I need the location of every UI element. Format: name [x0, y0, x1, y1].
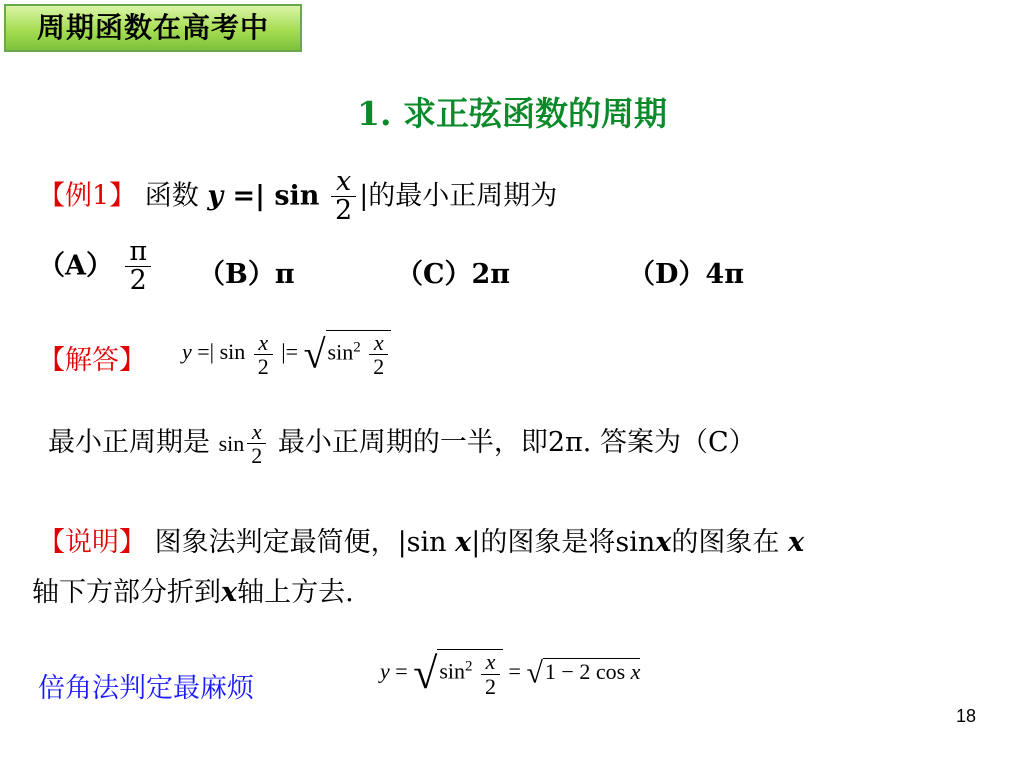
da-radicand2: [543, 658, 641, 684]
example-suffix: |的最小正周期为: [359, 180, 558, 212]
example-tag: 【例1】: [38, 180, 137, 212]
slide-title: 1. 求正弦函数的周期: [357, 94, 667, 133]
da-sin: sin: [439, 659, 466, 685]
example-line: [38, 168, 557, 226]
example-frac-den: 2: [331, 196, 356, 225]
period-post: 最小正周期的一半，即2π. 答案为（C）: [277, 427, 756, 459]
double-angle-label: 倍角法判定最麻烦: [38, 673, 254, 704]
note-x2: x: [655, 527, 672, 558]
sqrt-icon: √: [413, 649, 438, 698]
da-y: y: [380, 658, 390, 684]
note-text-3: 的图象在: [671, 527, 788, 558]
option-b: （B）π: [198, 259, 295, 290]
example-frac-num: x: [335, 166, 352, 197]
period-pre: 最小正周期是: [48, 427, 210, 459]
answer-tag: 【解答】: [38, 345, 146, 376]
answer-y: y: [182, 339, 192, 365]
answer-sup: 2: [353, 339, 361, 356]
option-a-label: （A）: [38, 250, 113, 282]
answer-formula: [182, 330, 391, 378]
answer-frac: [254, 331, 273, 378]
answer-eq2: |=: [275, 339, 304, 365]
answer-frac2-num: x: [373, 330, 384, 355]
note-x1: x: [455, 527, 472, 558]
note-line2b: 轴上方去.: [237, 577, 354, 608]
example-eq: =| sin: [223, 180, 320, 212]
period-frac-den: 2: [247, 443, 266, 467]
option-c: （C）2π: [396, 259, 511, 290]
options-line: [38, 238, 154, 296]
note-line2a: 轴下方部分折到: [32, 577, 221, 608]
answer-eq1: =| sin: [191, 339, 251, 365]
sqrt-icon: √: [303, 331, 326, 377]
sqrt-icon: √: [526, 656, 543, 690]
da-rad2: 1 − 2 cos: [544, 658, 631, 684]
note-text-2: |的图象是将sin: [471, 527, 656, 558]
example-y: y: [207, 180, 224, 212]
note-x4: x: [221, 577, 238, 608]
da-frac-num: x: [485, 649, 496, 675]
note-text-1: 图象法判定最简便，|sin: [146, 527, 456, 558]
note-tag: 【说明】: [38, 527, 146, 558]
note-x3: x: [787, 527, 805, 558]
da-sup: 2: [465, 658, 473, 675]
period-frac: [247, 420, 266, 467]
period-line: [48, 420, 756, 467]
da-eq: =: [389, 658, 414, 684]
option-d: （D）4π: [628, 259, 744, 290]
option-a-num: π: [129, 236, 148, 267]
da-radicand: [437, 649, 503, 697]
double-angle-formula: [380, 648, 640, 699]
answer-sin: sin: [327, 339, 354, 365]
period-sin: sin: [218, 431, 245, 457]
page-number: 18: [955, 706, 976, 726]
note-line-1: [38, 520, 804, 559]
example-prefix: 函数: [144, 180, 199, 212]
example-fraction: [331, 168, 356, 226]
answer-frac-den: 2: [254, 354, 273, 378]
note-line-2: [32, 570, 354, 609]
period-frac-num: x: [251, 419, 262, 444]
option-a-fraction: [125, 238, 151, 296]
option-a-den: 2: [125, 266, 151, 295]
da-frac-den: 2: [481, 674, 500, 698]
answer-radicand: [326, 330, 392, 378]
answer-frac2: [369, 331, 388, 378]
da-x2: x: [630, 658, 641, 684]
da-frac: [481, 650, 500, 697]
da-eq2: =: [503, 658, 527, 684]
slide-badge: 周期函数在高考中: [4, 4, 302, 52]
answer-frac2-den: 2: [369, 354, 388, 378]
answer-frac-num: x: [258, 329, 269, 355]
